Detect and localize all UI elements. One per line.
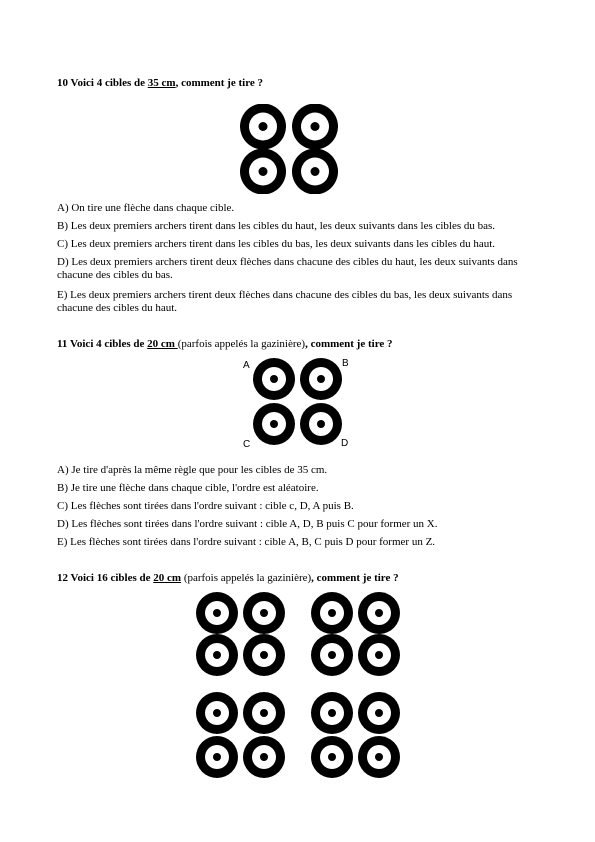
q12-target-grid	[193, 591, 403, 783]
question-11-title	[57, 338, 393, 351]
q11-target-c	[253, 403, 295, 445]
q12-target-13	[196, 736, 238, 778]
q11-target-a	[253, 358, 295, 400]
q11-answer-a: A) Je tire d'après la même règle que pour les cibles de 35 cm.	[57, 464, 328, 476]
question-10-title-start: 10 Voici 4 cibles de	[57, 77, 148, 89]
q12-target-14	[243, 736, 285, 778]
q10-answer-d: D) Les deux premiers archers tirent deux flèches dans chacune des cibles du haut, les deux suivants dans chacune des cibles du bas.	[57, 256, 518, 281]
q12-target-15	[311, 736, 353, 778]
q11-answer-d: D) Les flèches sont tirées dans l'ordre suivant : cible A, D, B puis C pour former un X.	[57, 518, 438, 530]
q12-target-6	[243, 634, 285, 676]
q10-target-top-left	[240, 104, 286, 150]
q12-target-2	[243, 592, 285, 634]
q11-target-b	[300, 358, 342, 400]
q12-target-10	[243, 692, 285, 734]
q11-label-a: A	[243, 360, 250, 371]
q11-label-b: B	[342, 358, 349, 369]
question-12-title-start: 12 Voici 16 cibles de	[57, 572, 154, 584]
q11-answer-c: C) Les flèches sont tirées dans l'ordre suivant : cible c, D, A puis B.	[57, 500, 354, 512]
q12-target-5	[196, 634, 238, 676]
q12-target-1	[196, 592, 238, 634]
question-10-title	[57, 77, 263, 90]
question-12-size: 20 cm	[153, 572, 182, 584]
q10-target-group	[237, 104, 341, 194]
q10-target-bottom-right	[292, 149, 338, 195]
question-12-nickname: (parfois appelés la gazinière)	[181, 572, 312, 584]
q10-answer-e: E) Les deux premiers archers tirent deux flèches dans chacune des cibles du bas, les deux suivants dans chacune des cibles du haut.	[57, 289, 513, 314]
q11-answer-b: B) Je tire une flèche dans chaque cible, l'ordre est aléatoire.	[57, 482, 319, 494]
q10-answer-b: B) Les deux premiers archers tirent dans les cibles du haut, les deux suivants dans les cibles du bas.	[57, 220, 496, 232]
q11-target-group	[252, 357, 342, 449]
question-10-size: 35 cm	[147, 77, 176, 89]
q10-target-bottom-left	[240, 149, 286, 195]
question-11-title-end: , comment je tire ?	[305, 338, 393, 350]
q11-answer-e: E) Les flèches sont tirées dans l'ordre suivant : cible A, B, C puis D pour former un Z.	[57, 536, 436, 548]
q12-target-3	[311, 592, 353, 634]
q11-label-d: D	[341, 438, 349, 449]
q12-target-11	[311, 692, 353, 734]
q10-answer-a: A) On tire une flèche dans chaque cible.	[57, 202, 235, 214]
q11-label-c: C	[243, 439, 251, 450]
question-11-size: 20 cm	[147, 338, 178, 350]
q12-target-16	[358, 736, 400, 778]
q12-target-7	[311, 634, 353, 676]
question-11-nickname: (parfois appelés la gazinière)	[177, 338, 306, 350]
q12-target-12	[358, 692, 400, 734]
question-11-title-start: 11 Voici 4 cibles de	[57, 338, 148, 350]
q11-target-d	[300, 403, 342, 445]
question-10-title-end: , comment je tire ?	[175, 77, 264, 89]
q10-answer-c: C) Les deux premiers archers tirent dans les cibles du bas, les deux suivants dans les cibles du haut.	[57, 238, 496, 250]
question-12-title-end: , comment je tire ?	[311, 572, 399, 584]
q10-target-top-right	[292, 104, 338, 150]
q12-target-9	[196, 692, 238, 734]
q12-target-4	[358, 592, 400, 634]
question-12-title	[57, 572, 399, 585]
q12-target-8	[358, 634, 400, 676]
